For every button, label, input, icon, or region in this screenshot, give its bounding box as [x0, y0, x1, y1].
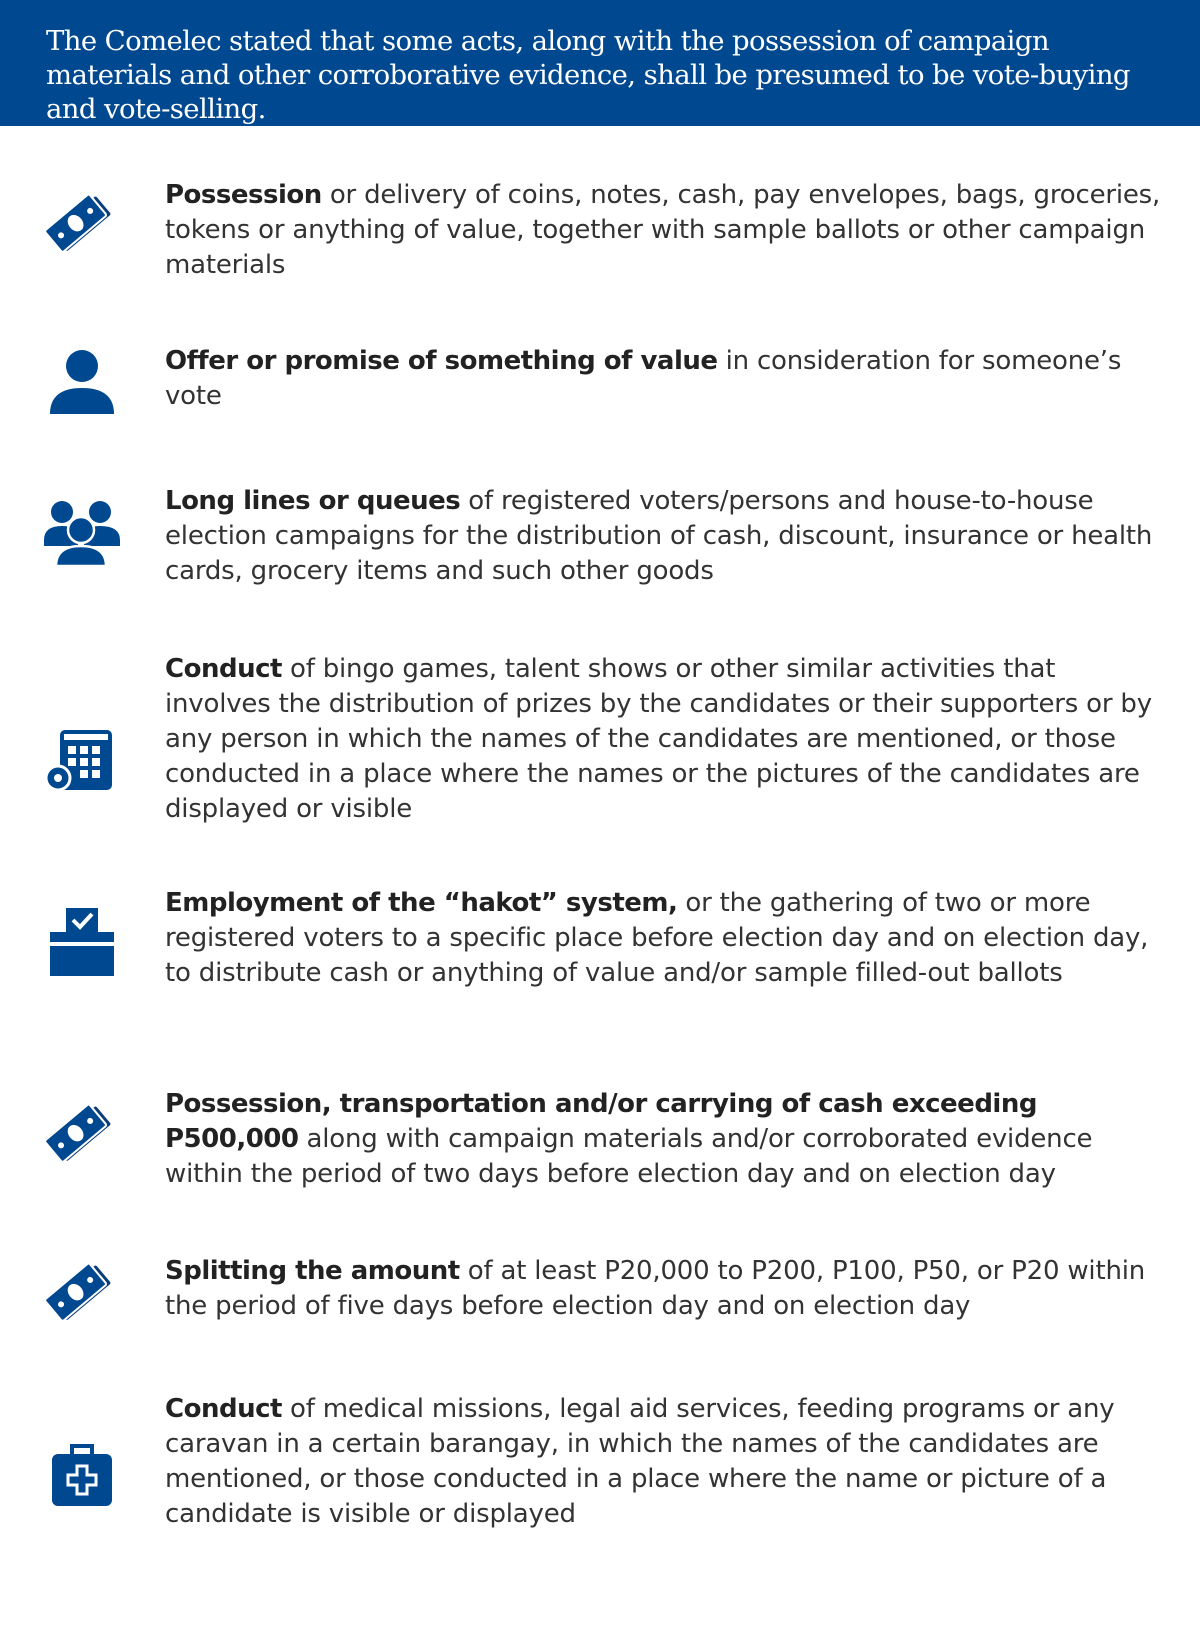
- ballot-box-icon: [42, 906, 122, 986]
- item-text: Conduct of bingo games, talent shows or other similar activities that involves the distribution of prizes by the candidates or their supporters or by any person in which the names of the candidates are mentioned, or those conducted in a place where the names or the pictures of the candidates are displayed or visible: [165, 654, 1152, 824]
- bingo-card-icon: [42, 722, 122, 802]
- cash-icon: [42, 1093, 122, 1173]
- cash-icon: [42, 1252, 122, 1332]
- item-text: Possession or delivery of coins, notes, cash, pay envelopes, bags, groceries, tokens or anything of value, together with sample ballots or other campaign materials: [165, 180, 1161, 280]
- item-text: Offer or promise of something of value in consideration for someone’s vote: [165, 346, 1122, 411]
- item-text: Conduct of medical missions, legal aid services, feeding programs or any caravan in a certain barangay, in which the names of the candidates are mentioned, or those conducted in a place where the name or picture of a candidate is visible or displayed: [165, 1394, 1115, 1529]
- cash-icon: [42, 183, 122, 263]
- person-icon: [42, 342, 122, 422]
- medical-kit-icon: [42, 1440, 122, 1520]
- header-text: The Comelec stated that some acts, along with the possession of campaign materials and other corroborative evidence, shall be presumed to be vote-buying and vote-selling.: [46, 25, 1130, 125]
- item-text: Long lines or queues of registered voters/persons and house-to-house election campaigns for the distribution of cash, discount, insurance or health cards, grocery items and such other goods: [165, 486, 1153, 586]
- header-banner: [0, 0, 1200, 126]
- people-group-icon: [42, 494, 122, 574]
- item-text: Possession, transportation and/or carrying of cash exceeding P500,000 along with campaign materials and/or corroborated evidence within the period of two days before election day and on election day: [165, 1089, 1093, 1189]
- item-text: Employment of the “hakot” system, or the gathering of two or more registered voters to a specific place before election day and on election day, to distribute cash or anything of value and/or sample filled-out ballots: [165, 888, 1149, 988]
- item-text: Splitting the amount of at least P20,000 to P200, P100, P50, or P20 within the period of five days before election day and on election day: [165, 1256, 1146, 1321]
